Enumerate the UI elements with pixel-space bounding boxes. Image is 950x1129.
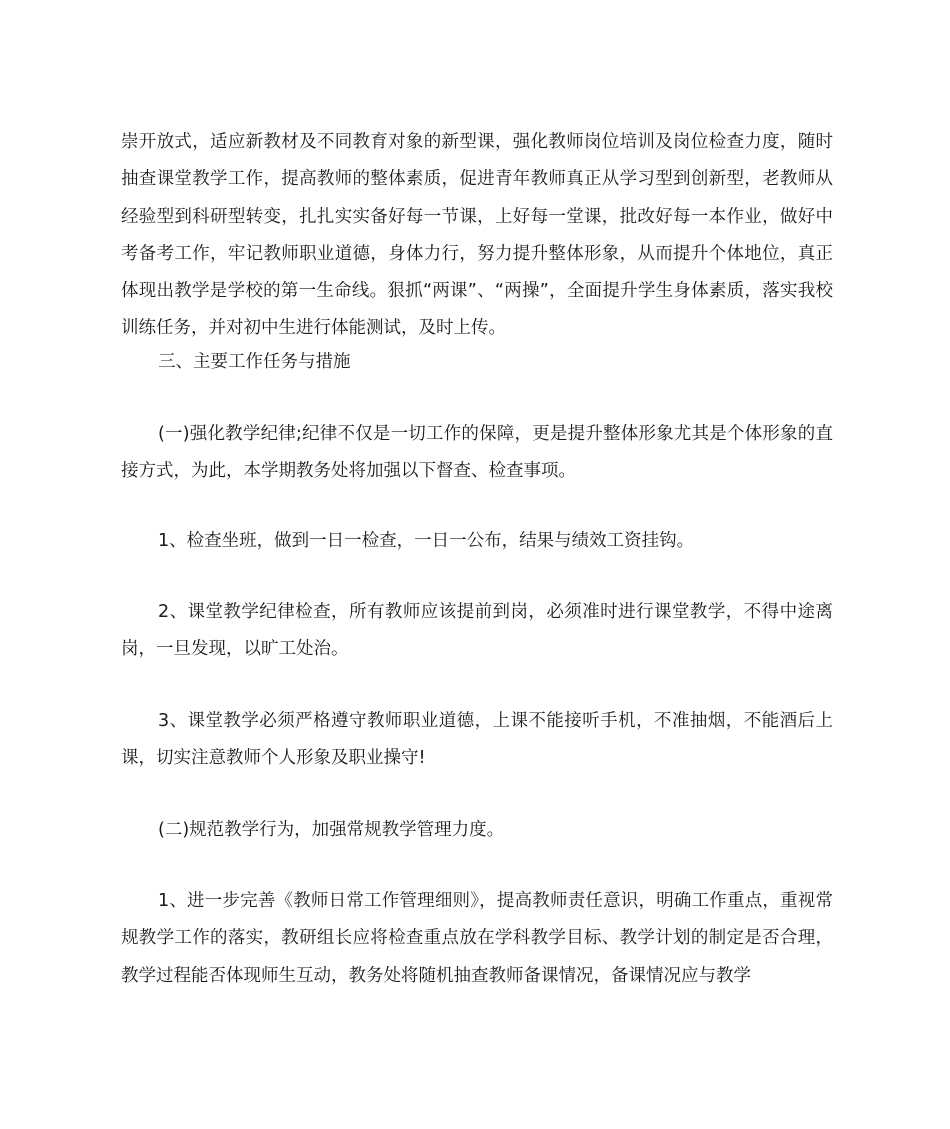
paragraph-discipline: (一)强化教学纪律;纪律不仅是一切工作的保障，更是提升整体形象尤其是个体形象的直接方式，为此，本学期教务处将加强以下督查、检查事项。 bbox=[121, 424, 833, 482]
list-item-management-rules: 1、进一步完善《教师日常工作管理细则》，提高教师责任意识，明确工作重点，重视常规教学工作的落实，教研组长应将检查重点放在学科教学目标、教学计划的制定是否合理，教学过程能否体现师生互动，教务处将随机抽查教师备课情况，备课情况应与教学 bbox=[121, 891, 833, 986]
section-heading-teaching-behavior: (二)规范教学行为，加强常规教学管理力度。 bbox=[158, 820, 505, 840]
list-item-attendance: 1、检查坐班，做到一日一检查，一日一公布，结果与绩效工资挂钩。 bbox=[158, 531, 695, 551]
list-item-ethics: 3、课堂教学必须严格遵守教师职业道德，上课不能接听手机，不准抽烟，不能酒后上课，切实注意教师个人形象及职业操守! bbox=[121, 711, 833, 769]
paragraph-continued-intro: 崇开放式，适应新教材及不同教育对象的新型课，强化教师岗位培训及岗位检查力度，随时抽查课堂教学工作，提高教师的整体素质，促进青年教师真正从学习型到创新型，老教师从经验型到科研型转变，扎扎实实备好每一节课，上好每一堂课，批改好每一本作业，做好中考备考工作，牢记教师职业道德，身体力行，努力提升整体形象，从而提升个体地位，真正体现出教学是学校的第一生命线。狠抓“两课”、“两操”，全面提升学生身体素质，落实我校训练任务，并对初中生进行体能测试，及时上传。 bbox=[121, 132, 833, 339]
section-heading-tasks: 三、主要工作任务与措施 bbox=[158, 352, 351, 372]
list-item-class-discipline: 2、课堂教学纪律检查，所有教师应该提前到岗，必须准时进行课堂教学，不得中途离岗，一旦发现，以旷工处治。 bbox=[121, 602, 833, 660]
